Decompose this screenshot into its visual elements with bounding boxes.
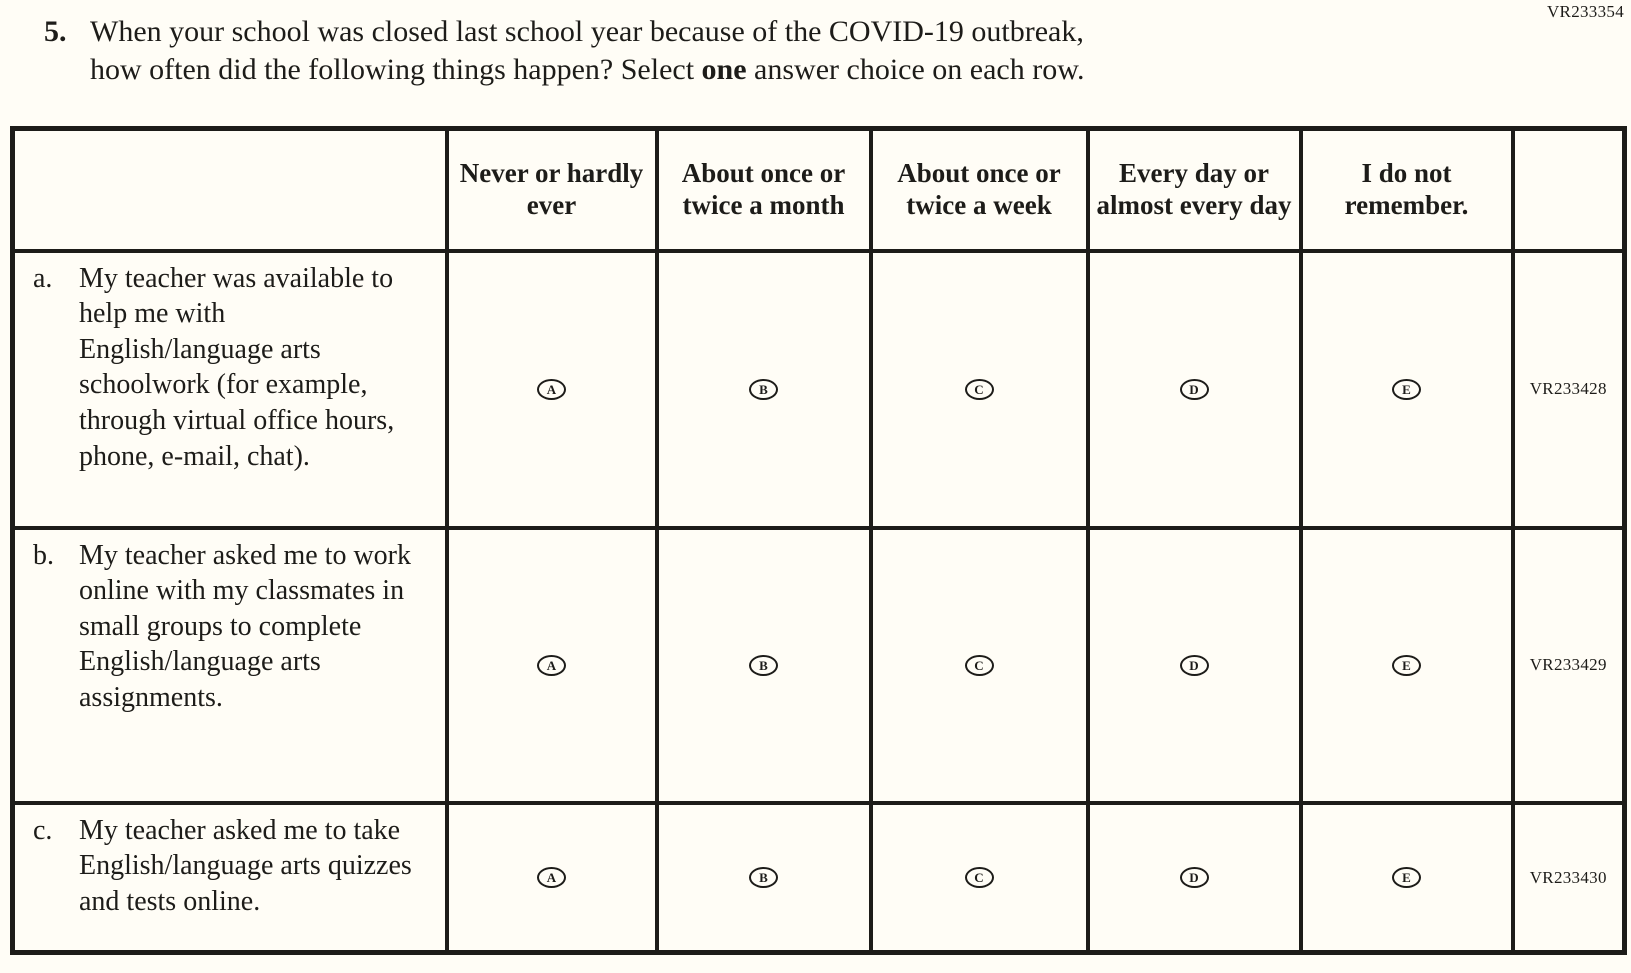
row-code: VR233430	[1513, 803, 1625, 953]
option-cell	[871, 251, 1088, 528]
statement-cell	[13, 803, 447, 953]
page-code: VR233354	[1546, 2, 1624, 21]
option-bubble-e[interactable]: E	[1392, 867, 1421, 888]
option-cell	[657, 251, 871, 528]
option-cell	[1088, 803, 1301, 953]
option-cell	[1088, 528, 1301, 803]
option-cell	[871, 803, 1088, 953]
option-bubble-c[interactable]: C	[965, 655, 994, 676]
question-block	[0, 0, 1631, 90]
table-row-a	[13, 251, 1625, 528]
option-bubble-b[interactable]: B	[749, 867, 778, 888]
header-row	[13, 128, 1625, 251]
row-statement: My teacher asked me to take English/language arts quizzes and tests online.	[79, 814, 412, 917]
row-statement: My teacher was available to help me with English/language arts schoolwork (for example, through virtual office hours, phone, e-mail, chat).	[79, 262, 395, 472]
option-bubble-a[interactable]: A	[537, 867, 566, 888]
option-cell	[447, 528, 657, 803]
table-row-c	[13, 803, 1625, 953]
option-cell	[1301, 803, 1513, 953]
option-cell	[447, 251, 657, 528]
header-statement-empty	[13, 128, 447, 251]
option-cell	[871, 528, 1088, 803]
option-bubble-d[interactable]: D	[1180, 379, 1209, 400]
response-grid	[10, 126, 1627, 956]
header-once-twice-month: About once or twice a month	[657, 128, 871, 251]
row-code: VR233429	[1513, 528, 1625, 803]
option-cell	[1088, 251, 1301, 528]
table-row-b	[13, 528, 1625, 803]
option-bubble-a[interactable]: A	[537, 379, 566, 400]
option-bubble-d[interactable]: D	[1180, 655, 1209, 676]
option-cell	[657, 803, 871, 953]
header-every-day: Every day or almost every day	[1088, 128, 1301, 251]
option-bubble-d[interactable]: D	[1180, 867, 1209, 888]
row-statement: My teacher asked me to work online with my classmates in small groups to complete English/language arts assignments.	[79, 539, 411, 713]
option-bubble-b[interactable]: B	[749, 379, 778, 400]
option-cell	[1301, 528, 1513, 803]
question-line2-after: answer choice on each row.	[746, 53, 1085, 87]
question-text	[90, 13, 1084, 90]
question-line1: When your school was closed last school year because of the COVID-19 outbreak,	[90, 15, 1084, 48]
row-letter: c.	[33, 814, 53, 846]
header-once-twice-week: About once or twice a week	[871, 128, 1088, 251]
statement-cell	[13, 251, 447, 528]
option-bubble-e[interactable]: E	[1392, 379, 1421, 400]
row-letter: b.	[33, 539, 54, 571]
option-bubble-e[interactable]: E	[1392, 655, 1421, 676]
question-number: 5.	[44, 15, 67, 48]
option-cell	[447, 803, 657, 953]
header-code-empty	[1513, 128, 1625, 251]
header-never-or-hardly-ever: Never or hardly ever	[447, 128, 657, 251]
option-bubble-c[interactable]: C	[965, 867, 994, 888]
option-bubble-c[interactable]: C	[965, 379, 994, 400]
row-code: VR233428	[1513, 251, 1625, 528]
option-bubble-a[interactable]: A	[537, 655, 566, 676]
header-do-not-remember: I do not remember.	[1301, 128, 1513, 251]
row-letter: a.	[33, 262, 53, 294]
option-cell	[1301, 251, 1513, 528]
question-line2-before: how often did the following things happen? Select	[90, 53, 702, 87]
question-bold-word: one	[701, 53, 747, 87]
option-cell	[657, 528, 871, 803]
option-bubble-b[interactable]: B	[749, 655, 778, 676]
statement-cell	[13, 528, 447, 803]
